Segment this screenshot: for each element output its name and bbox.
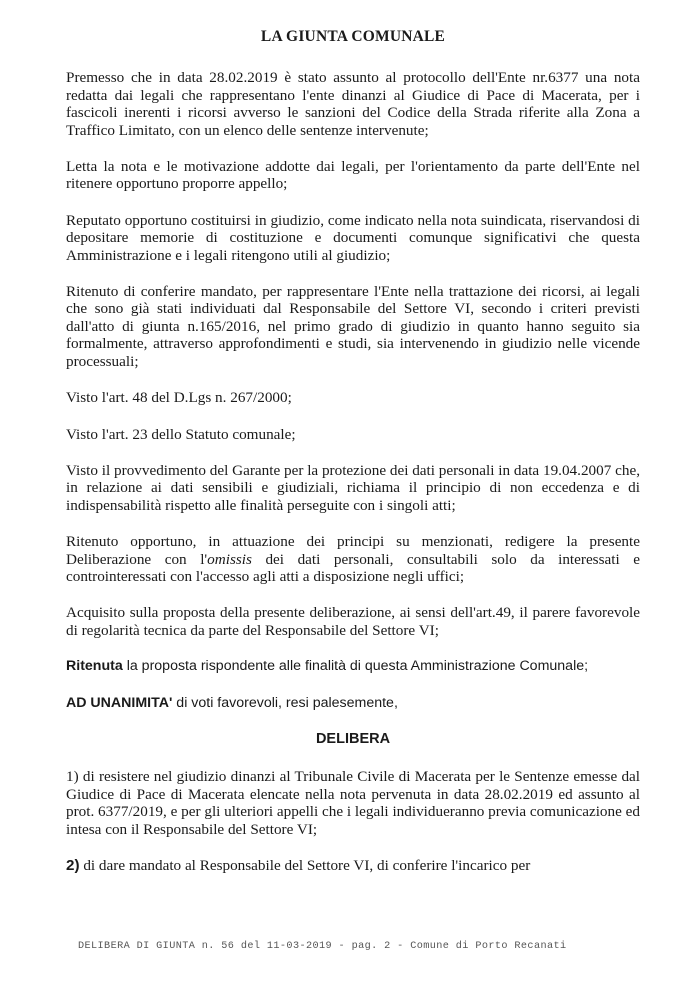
omissis-before: Ritenuto opportuno, in attuazione dei principi su menzionati, redigere la presente Deliberazione con l'	[66, 533, 640, 568]
paragraph-visto-garante: Visto il provvedimento del Garante per la protezione dei dati personali in data 19.04.2007 che, in relazione ai dati sensibili e giudiziali, richiama il principio di non eccedenza e di indispensabilità rispetto alle finalità perseguite con i singoli atti;	[66, 461, 640, 514]
paragraph-visto-art48: Visto l'art. 48 del D.Lgs n. 267/2000;	[66, 389, 292, 407]
paragraph-ritenuta	[66, 658, 640, 675]
delibera-heading: DELIBERA	[315, 730, 391, 747]
point-1-number: 1)	[66, 768, 79, 786]
point-1	[66, 768, 640, 838]
paragraph-acquisito: Acquisito sulla proposta della presente deliberazione, ai sensi dell'art.49, il parere favorevole di regolarità tecnica da parte del Responsabile del Settore VI;	[66, 604, 640, 639]
paragraph-visto-art23: Visto l'art. 23 dello Statuto comunale;	[66, 425, 296, 443]
paragraph-reputato: Reputato opportuno costituirsi in giudizio, come indicato nella nota suindicata, riservandosi di depositare memorie di costituzione e documenti comunque significativi che questa Amministrazione e i legali ritengono utili al giudizio;	[66, 211, 640, 264]
document-title: LA GIUNTA COMUNALE	[260, 28, 446, 45]
omissis-after: dei dati personali, consultabili solo da interessati e controinteressati con l'accesso agli atti a disposizione negli uffici;	[66, 550, 640, 585]
ritenuta-rest: la proposta rispondente alle finalità di questa Amministrazione Comunale;	[122, 658, 589, 675]
unanimita-bold: AD UNANIMITA'	[66, 694, 173, 711]
paragraph-ritenuto-mandato: Ritenuto di conferire mandato, per rappresentare l'Ente nella trattazione dei ricorsi, ai legali che sono già stati individuati dal Responsabile del Settore VI, secondo i criteri previsti dall'atto di giunta n.165/2016, nel primo grado di giudizio in quanto hanno seguito sia formalmente, attraverso approfondimenti e studi, sia intervenendo in giudizio nelle vicende processuali;	[66, 283, 640, 370]
unanimita-rest: di voti favorevoli, resi palesemente,	[172, 694, 398, 711]
paragraph-premesso: Premesso che in data 28.02.2019 è stato assunto al protocollo dell'Ente nr.6377 una nota redatta dai legali che rappresentano l'ente dinanzi al Giudice di Pace di Macerata, per i fascicoli inerenti i ricorsi avverso le sanzioni del Codice della Strada riferite alla Zona a Traffico Limitato, con un elenco delle sentenze intervenute;	[66, 69, 640, 139]
paragraph-letta: Letta la nota e le motivazione addotte dai legali, per l'orientamento da parte dell'Ente nel ritenere opportuno proporre appello;	[66, 158, 640, 193]
point-2	[66, 857, 640, 874]
page-footer: DELIBERA DI GIUNTA n. 56 del 11-03-2019 - pag. 2 - Comune di Porto Recanati	[78, 941, 567, 952]
point-2-text: di dare mandato al Responsabile del Settore VI, di conferire l'incarico per	[79, 857, 531, 874]
point-2-number: 2)	[66, 857, 80, 874]
omissis-italic: omissis	[207, 550, 252, 568]
ritenuta-bold: Ritenuta	[66, 658, 123, 675]
paragraph-omissis	[66, 533, 640, 585]
paragraph-unanimita	[66, 695, 640, 712]
point-1-text: di resistere nel giudizio dinanzi al Tribunale Civile di Macerata per le Sentenze emesse dal Giudice di Pace di Macerata elencate nella nota pervenuta in data 28.02.2019 ed assunto al prot. 6377/2019, e per gli ulteriori appelli che i legali individueranno previa comunicazione ed intesa con il Responsabile del Settore VI;	[66, 768, 640, 838]
